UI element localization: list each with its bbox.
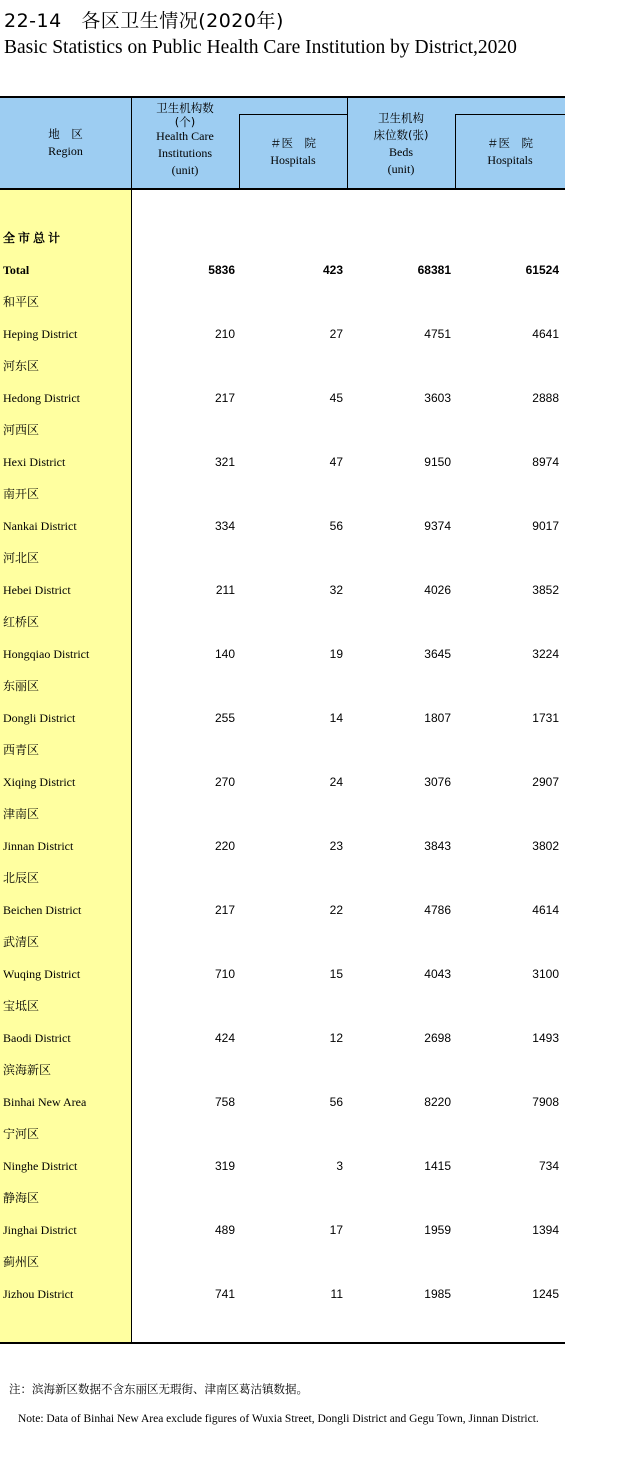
region-name-en: Beichen District — [3, 903, 82, 917]
header-institutions-en1: Health Care — [156, 129, 214, 143]
region-name-en: Jizhou District — [3, 1287, 74, 1301]
cell-beds: 4786 — [424, 903, 451, 917]
cell-institution-hospitals: 11 — [330, 1287, 343, 1301]
table-body — [0, 190, 565, 1344]
region-name-en: Binhai New Area — [3, 1095, 87, 1109]
cell-beds: 1415 — [424, 1159, 451, 1173]
region-name-cn: 北辰区 — [3, 871, 40, 885]
cell-institutions: 217 — [214, 903, 235, 917]
cell-institution-hospitals: 23 — [329, 839, 343, 853]
cell-institutions: 140 — [214, 647, 235, 661]
cell-beds: 3603 — [424, 391, 451, 405]
region-name-cn: 静海区 — [3, 1191, 40, 1205]
cell-institutions: 710 — [214, 967, 235, 981]
table-row — [0, 734, 565, 798]
table-row — [0, 670, 565, 734]
footnote-chinese: 注：滨海新区数据不含东丽区无瑕街、津南区葛沽镇数据。 — [9, 1382, 308, 1396]
table-header — [0, 96, 565, 190]
cell-bed-hospitals: 9017 — [532, 519, 559, 533]
cell-institutions: 5836 — [208, 263, 235, 277]
region-name-en: Ninghe District — [3, 1159, 78, 1173]
region-name-en: Dongli District — [3, 711, 76, 725]
header-beds-en: Beds — [389, 145, 413, 159]
cell-institution-hospitals: 56 — [329, 1095, 343, 1109]
region-name-en: Hebei District — [3, 583, 71, 597]
cell-institutions: 211 — [215, 583, 235, 597]
region-name-en: Baodi District — [3, 1031, 71, 1045]
cell-institutions: 424 — [214, 1031, 235, 1045]
cell-bed-hospitals: 7908 — [532, 1095, 559, 1109]
table-row — [0, 414, 565, 478]
header-beds-hosp-cn: ＃医 院 — [487, 136, 533, 150]
header-beds-cn: 卫生机构 — [378, 111, 424, 125]
footnote-english: Note: Data of Binhai New Area exclude figures of Wuxia Street, Dongli District and Gegu Town, Jinnan District. — [18, 1413, 539, 1425]
cell-institution-hospitals: 12 — [329, 1031, 343, 1045]
cell-institutions: 741 — [214, 1287, 235, 1301]
cell-bed-hospitals: 4614 — [532, 903, 559, 917]
table-row — [0, 542, 565, 606]
cell-institutions: 758 — [214, 1095, 235, 1109]
cell-institutions: 220 — [214, 839, 235, 853]
cell-beds: 4026 — [424, 583, 451, 597]
cell-bed-hospitals: 61524 — [525, 263, 559, 277]
header-region — [0, 126, 131, 160]
region-name-cn: 河北区 — [3, 551, 40, 565]
cell-beds: 1959 — [424, 1223, 451, 1237]
region-name-cn: 滨海新区 — [3, 1063, 52, 1077]
table-row — [0, 286, 565, 350]
header-beds-unit: (unit) — [387, 162, 415, 176]
region-name-cn: 全市总计 — [3, 231, 64, 245]
cell-institutions: 321 — [214, 455, 235, 469]
cell-beds: 1985 — [424, 1287, 451, 1301]
cell-institution-hospitals: 423 — [322, 263, 343, 277]
region-name-en: Jinnan District — [3, 839, 74, 853]
table-title-chinese: 22-14 各区卫生情况(2020年) — [4, 10, 284, 32]
region-name-cn: 河东区 — [3, 359, 40, 373]
cell-institution-hospitals: 3 — [336, 1159, 343, 1173]
header-beds-hospitals — [455, 135, 565, 169]
cell-institution-hospitals: 32 — [329, 583, 343, 597]
region-name-en: Heping District — [3, 327, 78, 341]
region-name-cn: 红桥区 — [3, 615, 40, 629]
region-name-cn: 南开区 — [3, 487, 40, 501]
header-institutions-cn: 卫生机构数 — [156, 101, 214, 115]
cell-institutions: 255 — [214, 711, 235, 725]
header-institutions-cn-unit: (个) — [174, 115, 196, 129]
cell-institutions: 270 — [214, 775, 235, 789]
cell-bed-hospitals: 3852 — [532, 583, 559, 597]
cell-institution-hospitals: 15 — [329, 967, 343, 981]
cell-beds: 4043 — [424, 967, 451, 981]
cell-beds: 3843 — [424, 839, 451, 853]
cell-bed-hospitals: 1493 — [532, 1031, 559, 1045]
region-name-cn: 宝坻区 — [3, 999, 40, 1013]
cell-institution-hospitals: 19 — [329, 647, 343, 661]
region-name-cn: 和平区 — [3, 295, 40, 309]
cell-institution-hospitals: 56 — [329, 519, 343, 533]
cell-bed-hospitals: 1394 — [532, 1223, 559, 1237]
region-name-en: Wuqing District — [3, 967, 81, 981]
cell-bed-hospitals: 8974 — [532, 455, 559, 469]
header-inst-hosp-en: Hospitals — [270, 153, 316, 167]
table-row — [0, 862, 565, 926]
table-row — [0, 606, 565, 670]
header-beds — [347, 110, 455, 178]
header-institutions-en2: Institutions — [157, 146, 212, 160]
table-row-total — [0, 222, 565, 286]
region-name-en: Hongqiao District — [3, 647, 90, 661]
table-row — [0, 1118, 565, 1182]
cell-bed-hospitals: 3224 — [532, 647, 559, 661]
table-row — [0, 926, 565, 990]
cell-beds: 2698 — [424, 1031, 451, 1045]
region-name-en: Jinghai District — [3, 1223, 77, 1237]
cell-beds: 68381 — [417, 263, 451, 277]
region-name-cn: 河西区 — [3, 423, 40, 437]
cell-institution-hospitals: 14 — [329, 711, 343, 725]
table-row — [0, 1054, 565, 1118]
cell-institution-hospitals: 27 — [329, 327, 343, 341]
cell-institutions: 217 — [214, 391, 235, 405]
cell-bed-hospitals: 3100 — [532, 967, 559, 981]
table-title-english: Basic Statistics on Public Health Care Institution by District,2020 — [4, 37, 517, 58]
cell-beds: 8220 — [424, 1095, 451, 1109]
region-name-en: Hexi District — [3, 455, 66, 469]
header-region-cn: 地 区 — [48, 127, 83, 141]
cell-bed-hospitals: 3802 — [532, 839, 559, 853]
table-row — [0, 350, 565, 414]
cell-institutions: 334 — [214, 519, 235, 533]
header-region-en: Region — [48, 144, 83, 158]
header-beds-cn2: 床位数(张) — [373, 128, 429, 142]
header-beds-hosp-en: Hospitals — [487, 153, 533, 167]
header-institutions-unit: (unit) — [171, 163, 199, 177]
cell-institution-hospitals: 24 — [329, 775, 343, 789]
header-institutions-hospitals — [239, 135, 347, 169]
table-row — [0, 478, 565, 542]
header-inst-hosp-cn: ＃医 院 — [270, 136, 316, 150]
region-name-cn: 武清区 — [3, 935, 40, 949]
table-row — [0, 990, 565, 1054]
region-name-cn: 津南区 — [3, 807, 40, 821]
cell-institutions: 210 — [214, 327, 235, 341]
cell-institutions: 319 — [214, 1159, 235, 1173]
region-name-en: Xiqing District — [3, 775, 76, 789]
table-row — [0, 1246, 565, 1310]
cell-bed-hospitals: 1245 — [532, 1287, 559, 1301]
cell-bed-hospitals: 2907 — [532, 775, 559, 789]
region-name-cn: 西青区 — [3, 743, 40, 757]
region-name-en: Hedong District — [3, 391, 80, 405]
cell-beds: 3645 — [424, 647, 451, 661]
table-row — [0, 798, 565, 862]
cell-institutions: 489 — [214, 1223, 235, 1237]
cell-institution-hospitals: 22 — [329, 903, 343, 917]
cell-institution-hospitals: 45 — [329, 391, 343, 405]
cell-bed-hospitals: 4641 — [532, 327, 559, 341]
cell-beds: 9374 — [424, 519, 451, 533]
table-row — [0, 1182, 565, 1246]
cell-beds: 9150 — [424, 455, 451, 469]
region-name-en: Total — [3, 263, 30, 277]
region-name-cn: 东丽区 — [3, 679, 40, 693]
cell-beds: 3076 — [424, 775, 451, 789]
cell-institution-hospitals: 47 — [329, 455, 343, 469]
cell-bed-hospitals: 1731 — [532, 711, 559, 725]
header-institutions — [131, 100, 239, 179]
region-name-en: Nankai District — [3, 519, 77, 533]
region-name-cn: 蓟州区 — [3, 1255, 40, 1269]
cell-beds: 1807 — [424, 711, 451, 725]
region-name-cn: 宁河区 — [3, 1127, 40, 1141]
cell-institution-hospitals: 17 — [329, 1223, 343, 1237]
cell-bed-hospitals: 2888 — [532, 391, 559, 405]
cell-beds: 4751 — [424, 327, 451, 341]
cell-bed-hospitals: 734 — [538, 1159, 559, 1173]
